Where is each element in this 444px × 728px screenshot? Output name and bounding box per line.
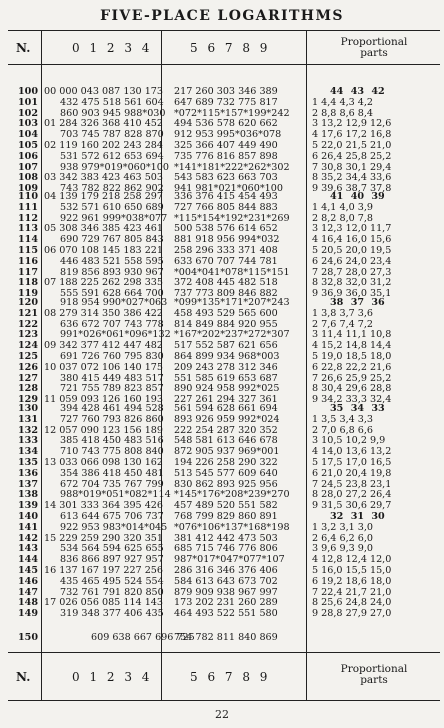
table-row-n: 132 <box>17 424 38 436</box>
pp-row: 1 3,2 3,1 3,0 <box>312 521 374 533</box>
header-n: N. <box>16 41 31 55</box>
table-row-values-left: 07 188 225 262 298 335 <box>44 277 164 289</box>
block-4-mantissa-left <box>44 511 168 620</box>
table-row-values-right: *145*176*208*239*270 <box>174 489 290 501</box>
table-row-n: 131 <box>17 413 38 425</box>
table-row-n: 116 <box>17 255 38 267</box>
pp-column-heads: 38 37 36 <box>330 297 385 308</box>
table-row-values-left: 00 000 043 087 130 173 <box>44 86 164 97</box>
table-row-values-right: 727 766 805 844 883 <box>174 201 278 213</box>
pp-row: 6 21,0 20,4 19,8 <box>312 467 392 479</box>
block-4-n-column <box>12 512 38 620</box>
table-row-values-right: 222 254 287 320 352 <box>174 424 278 436</box>
row-150-mantissa-right <box>170 633 292 644</box>
table-row-values-left: 531 572 612 653 694 <box>60 150 164 162</box>
table-row-n: 104 <box>17 129 38 141</box>
block-2-mantissa-left <box>44 297 171 406</box>
pp-row: 3 13,2 12,9 12,6 <box>312 118 392 130</box>
pp-row: 4 12,8 12,4 12,0 <box>312 554 392 566</box>
table-row-values-left: 02 119 160 202 243 284 <box>44 139 164 151</box>
table-row-values-left: 534 564 594 625 655 <box>60 543 164 555</box>
table-row-values-left: 690 729 767 805 843 <box>60 234 164 246</box>
table-row-values-right: 879 909 938 967 997 <box>174 586 278 598</box>
pp-row: 9 36,9 36,0 35,1 <box>312 288 392 300</box>
table-row-values-right: 217 260 303 346 389 <box>174 86 278 97</box>
pp-row: 8 32,8 32,0 31,2 <box>312 277 392 289</box>
table-row-values-left: 05 308 346 385 423 461 <box>44 223 164 235</box>
table-row-n: 145 <box>17 564 38 576</box>
pp-row: 7 30,8 30,1 29,4 <box>312 161 392 173</box>
block-1-mantissa-left <box>44 191 168 300</box>
table-row-values-right: 458 493 529 565 600 <box>174 307 278 319</box>
table-row-values-left: 394 428 461 494 528 <box>60 403 164 414</box>
table-row-values-left: 743 782 822 862 902 <box>60 183 164 195</box>
table-row-n: 125 <box>17 350 38 362</box>
table-row-values-right: 864 899 934 968*003 <box>174 350 280 362</box>
table-row-values-right: *004*041*078*115*151 <box>174 266 290 278</box>
pp-row: 5 16,0 15,5 15,0 <box>312 564 392 576</box>
header-proportional-parts <box>312 37 436 59</box>
table-row-n: 106 <box>17 150 38 162</box>
row-150-n <box>12 633 38 644</box>
pp-row: 7 28,7 28,0 27,3 <box>312 266 392 278</box>
table-row-values-right: 987*017*047*077*107 <box>174 554 285 566</box>
table-row-n: 129 <box>17 394 38 406</box>
table-row-values-left: 555 591 628 664 700 <box>60 288 164 300</box>
table-row-values-right: 551 585 619 653 687 <box>174 372 278 384</box>
table-row-n: 146 <box>17 575 38 587</box>
table-row-n: 149 <box>17 608 38 620</box>
pp-row: 1 4,4 4,3 4,2 <box>312 96 374 108</box>
footer-n: N. <box>16 670 31 684</box>
table-row-values-left: 380 415 449 483 517 <box>60 372 164 384</box>
pp-row: 4 15,2 14,8 14,4 <box>312 340 392 352</box>
table-row-values-left: 922 953 983*014*045 <box>60 521 168 533</box>
pp-row: 2 8,2 8,0 7,8 <box>312 212 374 224</box>
table-row-values-right: 647 689 732 775 817 <box>174 96 278 108</box>
table-row-values-right: 735 776 816 857 898 <box>174 150 278 162</box>
table-row-n: 100 <box>17 86 38 97</box>
table-row-values-right: 912 953 995*036*078 <box>174 129 282 141</box>
pp-column-heads: 32 31 30 <box>330 511 385 522</box>
table-row-values-left: 721 755 789 823 857 <box>60 383 164 395</box>
table-row-values-right: 543 583 623 663 703 <box>174 172 278 184</box>
table-row-values-right: 830 862 893 925 956 <box>174 478 278 490</box>
block-3-n-column <box>12 404 38 512</box>
pp-row: 3 12,3 12,0 11,7 <box>312 223 392 235</box>
table-row-values-right: 633 670 707 744 781 <box>174 255 278 267</box>
block-4-mantissa-right <box>170 512 292 620</box>
table-row-n: 143 <box>17 543 38 555</box>
table-row-n: 102 <box>17 107 38 119</box>
table-row-values-right: *115*154*192*231*269 <box>174 212 290 224</box>
pp-row: 9 31,5 30,6 29,7 <box>312 500 392 512</box>
table-row-values-right: *072*115*157*199*242 <box>174 107 290 119</box>
table-row-values-right: 381 412 442 473 503 <box>174 532 278 544</box>
table-row-n: 121 <box>17 307 38 319</box>
block-1-proportional-parts <box>312 192 391 300</box>
pp-row: 3 10,5 10,2 9,9 <box>312 435 386 447</box>
table-row-n: 148 <box>17 597 38 609</box>
table-row-n: 128 <box>17 383 38 395</box>
table-row-values-left: 918 954 990*027*063 <box>60 297 168 308</box>
header-digits-left: 0 1 2 3 4 <box>72 41 150 55</box>
pp-row: 6 22,8 22,2 21,6 <box>312 361 392 373</box>
block-1-n-column <box>12 192 38 300</box>
table-row-values-left: 860 903 945 988*030 <box>60 107 166 119</box>
block-3-proportional-parts <box>312 404 391 512</box>
header-digits-right: 5 6 7 8 9 <box>190 41 268 55</box>
table-row-values-right: 517 552 587 621 656 <box>174 340 278 352</box>
pp-row: 7 26,6 25,9 25,2 <box>312 372 392 384</box>
page-title: FIVE-PLACE LOGARITHMS <box>100 8 344 24</box>
block-3-mantissa-left <box>44 403 171 512</box>
table-row-values-right: 457 489 520 551 582 <box>174 500 278 512</box>
table-row-n: 147 <box>17 586 38 598</box>
table-row-values-left: 819 856 893 930 967 <box>60 266 164 278</box>
table-row-values-left: 922 961 999*038*077 <box>60 212 168 224</box>
table-row-values-left: 10 037 072 106 140 175 <box>44 361 164 373</box>
table-row-n: 119 <box>17 288 38 300</box>
top-rule <box>8 30 440 31</box>
table-row-values-left: 13 033 066 098 130 162 <box>44 456 164 468</box>
table-row-values-right: 737 773 809 846 882 <box>174 288 278 300</box>
table-row-n: 108 <box>17 172 38 184</box>
table-row-values-left: 06 070 108 145 183 221 <box>44 244 164 256</box>
table-row-n: 101 <box>17 96 38 108</box>
table-row-values-right: 494 536 578 620 662 <box>174 118 278 130</box>
table-row-n: 150 <box>17 632 38 643</box>
pp-header-line1: Proportional <box>340 36 408 48</box>
pp-row: 6 19,2 18,6 18,0 <box>312 575 392 587</box>
table-row-values-left: 435 465 495 524 554 <box>60 575 164 587</box>
pp-row: 4 14,0 13,6 13,2 <box>312 446 392 458</box>
pp-column-heads: 35 34 33 <box>330 403 385 414</box>
table-row-values-left: 727 760 793 826 860 <box>60 413 164 425</box>
table-row-n: 112 <box>17 212 38 224</box>
table-row-values-right: 872 905 937 969*001 <box>174 446 280 458</box>
table-row-values-left: 991*026*061*096*132 <box>60 329 171 341</box>
table-row-values-left: 03 342 383 423 463 503 <box>44 172 164 184</box>
block-2-n-column <box>12 298 38 406</box>
table-row-values-left: 532 571 610 650 689 <box>60 201 164 213</box>
block-0-n-column <box>12 87 38 195</box>
header-rule <box>8 64 440 65</box>
pp-row: 6 24,6 24,0 23,4 <box>312 255 392 267</box>
pp-column-heads: 44 43 42 <box>330 86 385 97</box>
pp-row: 8 25,6 24,8 24,0 <box>312 597 392 609</box>
table-row-values-left: 11 059 093 126 160 193 <box>44 394 164 406</box>
table-row-values-right: 754 782 811 840 869 <box>174 632 278 643</box>
table-row-values-left: 446 483 521 558 595 <box>60 255 164 267</box>
table-row-values-left: 432 475 518 561 604 <box>60 96 164 108</box>
table-row-n: 130 <box>17 403 38 414</box>
table-row-n: 115 <box>17 244 38 256</box>
table-row-values-right: 227 261 294 327 361 <box>174 394 278 406</box>
bottom-rule <box>8 700 440 701</box>
table-row-values-right: *167*202*237*272*307 <box>174 329 290 341</box>
pp-row: 1 3,5 3,4 3,3 <box>312 413 374 425</box>
footer-digits-left: 0 1 2 3 4 <box>72 670 150 684</box>
table-row-n: 133 <box>17 435 38 447</box>
table-row-n: 114 <box>17 234 38 246</box>
pp-row: 8 30,4 29,6 28,8 <box>312 383 392 395</box>
table-row-values-left: 836 866 897 927 957 <box>60 554 164 566</box>
table-row-values-left: 672 704 735 767 799 <box>60 478 164 490</box>
table-row-n: 109 <box>17 183 38 195</box>
table-row-values-right: 286 316 346 376 406 <box>174 564 278 576</box>
table-row-n: 135 <box>17 456 38 468</box>
pp-row: 5 19,0 18,5 18,0 <box>312 350 392 362</box>
table-row-values-left: 988*019*051*082*114 <box>60 489 171 501</box>
table-row-n: 110 <box>17 191 38 202</box>
pp-row: 9 28,8 27,9 27,0 <box>312 608 392 620</box>
pp-row: 7 24,5 23,8 23,1 <box>312 478 392 490</box>
pp-column-heads: 41 40 39 <box>330 191 385 202</box>
block-0-mantissa-right <box>170 87 292 195</box>
table-row-n: 111 <box>17 201 38 213</box>
page-number: 22 <box>215 708 229 721</box>
table-row-n: 113 <box>17 223 38 235</box>
pp-row: 5 17,5 17,0 16,5 <box>312 456 392 468</box>
block-0-proportional-parts <box>312 87 391 195</box>
table-row-n: 123 <box>17 329 38 341</box>
pp-row: 2 6,4 6,2 6,0 <box>312 532 374 544</box>
table-row-values-left: 04 139 179 218 258 297 <box>44 191 164 202</box>
table-row-n: 117 <box>17 266 38 278</box>
table-row-values-right: 814 849 884 920 955 <box>174 318 278 330</box>
table-row-values-right: 500 538 576 614 652 <box>174 223 278 235</box>
table-row-values-right: 561 594 628 661 694 <box>174 403 278 414</box>
pp-row: 3 9,6 9,3 9,0 <box>312 543 374 555</box>
table-row-values-left: 703 745 787 828 870 <box>60 129 164 141</box>
table-row-values-right: 464 493 522 551 580 <box>174 608 278 620</box>
block-2-mantissa-right <box>170 298 292 406</box>
table-row-values-right: 194 226 258 290 322 <box>174 456 278 468</box>
table-row-values-left: 613 644 675 706 737 <box>60 511 164 522</box>
table-row-values-right: *141*181*222*262*302 <box>174 161 290 173</box>
block-2-proportional-parts <box>312 298 391 406</box>
table-row-n: 118 <box>17 277 38 289</box>
pp-footer-line1: Proportional <box>340 663 408 675</box>
table-row-values-left: 01 284 326 368 410 452 <box>44 118 164 130</box>
pp-row: 2 8,8 8,6 8,4 <box>312 107 374 119</box>
table-row-n: 141 <box>17 521 38 533</box>
table-row-values-right: 325 366 407 449 490 <box>174 139 278 151</box>
table-row-values-right: 941 981*021*060*100 <box>174 183 283 195</box>
table-row-n: 138 <box>17 489 38 501</box>
table-row-n: 140 <box>17 511 38 522</box>
pp-row: 4 16,4 16,0 15,6 <box>312 234 392 246</box>
table-row-n: 105 <box>17 139 38 151</box>
table-row-n: 126 <box>17 361 38 373</box>
table-row-values-left: 385 418 450 483 516 <box>60 435 164 447</box>
pp-row: 2 7,6 7,4 7,2 <box>312 318 374 330</box>
table-row-n: 134 <box>17 446 38 458</box>
table-row-n: 124 <box>17 340 38 352</box>
pp-row: 1 3,8 3,7 3,6 <box>312 307 374 319</box>
block-3-mantissa-right <box>170 404 292 512</box>
table-row-values-right: 173 202 231 260 289 <box>174 597 278 609</box>
table-row-values-left: 691 726 760 795 830 <box>60 350 164 362</box>
table-row-values-left: 710 743 775 808 840 <box>60 446 164 458</box>
table-row-values-left: 636 672 707 743 778 <box>60 318 164 330</box>
table-row-n: 120 <box>17 297 38 308</box>
pp-row: 7 22,4 21,7 21,0 <box>312 586 392 598</box>
table-row-values-left: 609 638 667 696 725 <box>91 632 195 643</box>
pp-row: 1 4,1 4,0 3,9 <box>312 201 374 213</box>
table-row-values-left: 16 137 167 197 227 256 <box>44 564 164 576</box>
block-1-mantissa-right <box>170 192 292 300</box>
table-row-values-left: 15 229 259 290 320 351 <box>44 532 164 544</box>
table-row-values-right: 881 918 956 994*032 <box>174 234 280 246</box>
table-row-values-left: 732 761 791 820 850 <box>60 586 164 598</box>
n-column-divider <box>41 30 42 700</box>
pp-row: 6 26,4 25,8 25,2 <box>312 150 392 162</box>
block-0-mantissa-left <box>44 86 169 195</box>
table-row-values-right: 584 613 643 673 702 <box>174 575 278 587</box>
pp-row: 4 17,6 17,2 16,8 <box>312 129 392 141</box>
footer-top-rule <box>8 652 440 653</box>
table-row-values-right: 893 926 959 992*024 <box>174 413 280 425</box>
table-row-values-right: 768 799 829 860 891 <box>174 511 278 522</box>
table-row-n: 136 <box>17 467 38 479</box>
table-row-values-right: 336 376 415 454 493 <box>174 191 278 202</box>
pp-footer-line2: parts <box>360 674 388 686</box>
footer-digits-right: 5 6 7 8 9 <box>190 670 268 684</box>
table-row-n: 142 <box>17 532 38 544</box>
footer-proportional-parts <box>312 664 436 686</box>
table-row-values-right: *099*135*171*207*243 <box>174 297 290 308</box>
pp-row: 8 35,2 34,4 33,6 <box>312 172 392 184</box>
table-row-values-left: 319 348 377 406 435 <box>60 608 164 620</box>
pp-row: 9 39,6 38,7 37,8 <box>312 183 392 195</box>
pp-row: 2 7,0 6,8 6,6 <box>312 424 374 436</box>
pp-row: 5 22,0 21,5 21,0 <box>312 139 392 151</box>
pp-row: 9 34,2 33,3 32,4 <box>312 394 392 406</box>
table-row-values-left: 17 026 056 085 114 143 <box>44 597 164 609</box>
pp-header-line2: parts <box>360 47 388 59</box>
pp-row: 3 11,4 11,1 10,8 <box>312 329 392 341</box>
pp-row: 8 28,0 27,2 26,4 <box>312 489 392 501</box>
table-row-values-right: 890 924 958 992*025 <box>174 383 280 395</box>
table-row-values-right: 258 296 333 371 408 <box>174 244 278 256</box>
table-row-values-left: 14 301 333 364 395 426 <box>44 500 164 512</box>
table-row-values-left: 12 057 090 123 156 189 <box>44 424 164 436</box>
table-row-values-right: 513 545 577 609 640 <box>174 467 278 479</box>
table-row-values-left: 938 979*019*060*100 <box>60 161 169 173</box>
table-row-n: 144 <box>17 554 38 566</box>
table-row-values-left: 354 386 418 450 481 <box>60 467 164 479</box>
table-row-n: 139 <box>17 500 38 512</box>
pp-row: 5 20,5 20,0 19,5 <box>312 244 392 256</box>
table-row-values-right: *076*106*137*168*198 <box>174 521 290 533</box>
table-row-values-left: 09 342 377 412 447 482 <box>44 340 164 352</box>
table-row-values-right: 372 408 445 482 518 <box>174 277 278 289</box>
table-row-values-right: 209 243 278 312 346 <box>174 361 278 373</box>
table-row-n: 137 <box>17 478 38 490</box>
table-row-values-left: 08 279 314 350 386 422 <box>44 307 164 319</box>
table-row-n: 107 <box>17 161 38 173</box>
table-row-values-right: 548 581 613 646 678 <box>174 435 278 447</box>
table-row-n: 127 <box>17 372 38 384</box>
block-4-proportional-parts <box>312 512 391 620</box>
table-row-values-right: 685 715 746 776 806 <box>174 543 278 555</box>
table-row-n: 103 <box>17 118 38 130</box>
table-row-n: 122 <box>17 318 38 330</box>
pp-column-divider <box>306 30 307 700</box>
